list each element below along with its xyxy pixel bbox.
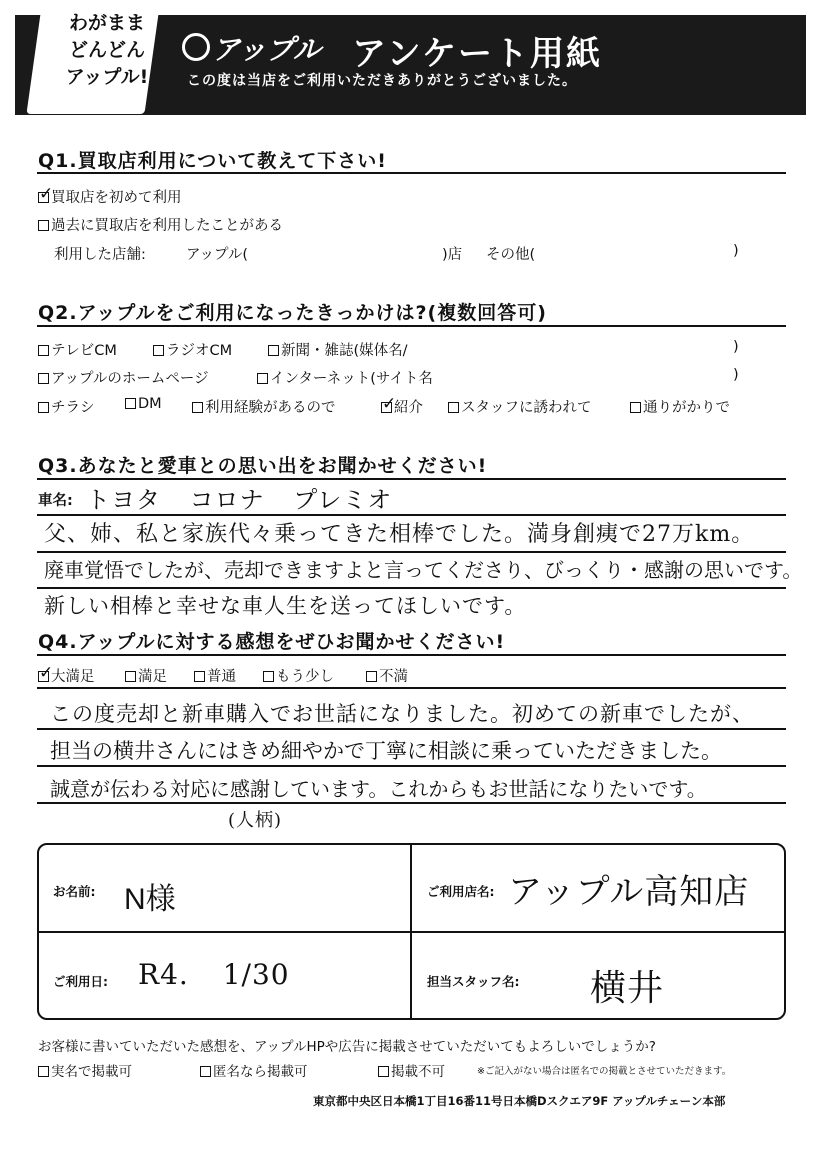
q4-answer-line-1: この度売却と新車購入でお世話になりました。初めての新車でしたが、 [50, 702, 754, 726]
publish-question: お客様に書いていただいた感想を、アップルHPや広告に掲載させていただいてもよろしいでしょうか? [38, 1039, 656, 1055]
q2-option-flyer[interactable] [38, 396, 95, 417]
publish-option-anonymous[interactable] [200, 1060, 308, 1080]
checkbox[interactable] [38, 184, 54, 204]
ruled-line [37, 551, 786, 553]
checkbox[interactable] [153, 345, 164, 356]
checkbox[interactable] [38, 1066, 49, 1077]
q3-answer-line-2: 廃車覚悟でしたが、売却できますよと言ってくださり、びっくり・感謝の思いです。 [44, 558, 803, 582]
q2-option-staff[interactable] [448, 396, 592, 417]
ruled-line [37, 765, 786, 767]
option-label: 新聞・雑誌(媒体名/ [281, 343, 408, 359]
apple-logo-icon [182, 33, 210, 61]
q4-option-very-satisfied[interactable] [38, 665, 95, 686]
q4-option-satisfied[interactable] [125, 665, 167, 686]
checkbox[interactable] [448, 402, 459, 413]
ruled-line [37, 728, 786, 730]
q2-option-radio[interactable] [153, 339, 232, 360]
q1-store-other: その他( [486, 247, 536, 263]
info-divider-horizontal [39, 931, 784, 933]
car-name-value: トヨタ コロナ プレミオ [86, 486, 393, 514]
date-value: R4. 1/30 [138, 958, 290, 991]
q3-answer-line-3: 新しい相棒と幸せな車人生を送ってほしいです。 [44, 594, 527, 618]
option-label: 利用経験があるので [205, 400, 336, 416]
ruled-line [37, 514, 786, 516]
q2-option-homepage[interactable] [38, 367, 209, 388]
q2-option-referral[interactable] [381, 396, 423, 417]
q4-answer-line-2: 担当の横井さんにはきめ細やかで丁寧に相談に乗っていただきました。 [50, 739, 722, 763]
option-label: スタッフに誘われて [461, 400, 592, 416]
option-label: 過去に買取店を利用したことがある [51, 218, 283, 234]
checkbox[interactable] [38, 220, 49, 231]
page-title: アンケート用紙 [352, 34, 602, 74]
q2-option-tv[interactable] [38, 339, 117, 360]
staff-label: 担当スタッフ名: [427, 974, 520, 989]
q1-store-label: 利用した店舗: [54, 247, 146, 263]
company-address: 東京都中央区日本橋1丁目16番11号日本橋Dスクエア9F アップルチェーン本部 [313, 1094, 726, 1108]
q1-divider [37, 172, 786, 174]
q1-store-close: ) [733, 243, 739, 259]
option-label: 匿名なら掲載可 [213, 1064, 308, 1080]
publish-option-real-name[interactable] [38, 1060, 132, 1080]
checkbox[interactable] [38, 663, 54, 683]
q2-title: Q2.アップルをご利用になったきっかけは?(複数回答可) [38, 302, 547, 324]
date-label: ご利用日: [53, 974, 108, 989]
publish-option-no[interactable] [378, 1060, 445, 1080]
option-label: 掲載不可 [391, 1064, 445, 1080]
q4-divider [37, 654, 786, 656]
slogan-text [57, 10, 157, 91]
q4-title: Q4.アップルに対する感想をぜひお聞かせください! [38, 631, 506, 653]
checkbox[interactable] [381, 394, 397, 414]
q2-row1-close: ) [733, 339, 739, 355]
checkbox[interactable] [38, 373, 49, 384]
ruled-line [37, 687, 786, 689]
check-mark-icon: ✓ [39, 184, 54, 204]
checkbox[interactable] [378, 1066, 389, 1077]
logo-text: アップル [212, 33, 321, 66]
option-label: DM [138, 396, 162, 412]
option-label: 買取店を初めて利用 [51, 190, 182, 206]
option-label: 紹介 [394, 400, 423, 416]
option-label: 実名で掲載可 [51, 1064, 132, 1080]
option-label: アップルのホームページ [51, 371, 209, 387]
q1-option-previous[interactable] [38, 214, 283, 235]
store-label: ご利用店名: [427, 884, 495, 899]
checkbox[interactable] [194, 671, 205, 682]
slogan-line-1: わがまま [68, 12, 145, 34]
q4-answer-note: (人柄) [228, 810, 283, 831]
q2-divider [37, 325, 786, 327]
q4-answer-line-3: 誠意が伝わる対応に感謝しています。これからもお世話になりたいです。 [50, 777, 707, 801]
checkbox[interactable] [38, 402, 49, 413]
staff-value: 横井 [590, 968, 665, 1009]
car-name-label: 車名: [38, 493, 73, 509]
option-label: もう少し [276, 669, 334, 685]
option-label: ラジオCM [166, 343, 233, 359]
option-label: チラシ [51, 400, 95, 416]
store-value: アップル高知店 [508, 872, 750, 912]
checkbox[interactable] [263, 671, 274, 682]
q1-option-first-time[interactable] [38, 186, 182, 207]
checkbox[interactable] [38, 345, 49, 356]
option-label: テレビCM [51, 343, 117, 359]
q3-title: Q3.あなたと愛車との思い出をお聞かせください! [38, 455, 488, 477]
checkbox[interactable] [125, 671, 136, 682]
q2-option-internet[interactable] [257, 367, 433, 388]
q2-option-passing[interactable] [630, 396, 730, 417]
page-subtitle: この度は当店をご利用いただきありがとうございました。 [187, 73, 577, 89]
name-label: お名前: [53, 884, 96, 899]
q4-option-dissatisfied[interactable] [366, 665, 408, 686]
option-label: 大満足 [51, 669, 95, 685]
q1-store-apple: アップル( [186, 247, 249, 263]
option-label: 不満 [379, 669, 408, 685]
publish-note: ※ご記入がない場合は匿名での掲載とさせていただきます。 [477, 1066, 732, 1077]
ruled-line [37, 587, 786, 589]
checkbox[interactable] [630, 402, 641, 413]
slogan-line-3: アップル! [65, 66, 149, 88]
checkbox[interactable] [366, 671, 377, 682]
q1-title: Q1.買取店利用について教えて下さい! [38, 150, 387, 172]
option-label: インターネット(サイト名 [270, 371, 433, 387]
checkbox[interactable] [268, 345, 279, 356]
q2-option-experience[interactable] [192, 396, 336, 417]
checkbox[interactable] [192, 402, 203, 413]
check-mark-icon: ✓ [39, 663, 54, 683]
checkbox[interactable] [125, 398, 136, 409]
option-label: 通りがかりで [643, 400, 730, 416]
slogan-line-2: どんどん [68, 39, 145, 61]
q1-store-suffix: )店 [442, 247, 463, 263]
q4-option-normal[interactable] [194, 665, 236, 686]
q4-option-so-so[interactable] [263, 665, 334, 686]
check-mark-icon: ✓ [382, 394, 397, 414]
q2-option-dm[interactable] [125, 396, 162, 412]
option-label: 満足 [138, 669, 167, 685]
checkbox[interactable] [257, 373, 268, 384]
ruled-line [37, 802, 786, 804]
q3-answer-line-1: 父、姉、私と家族代々乗ってきた相棒でした。満身創痍で27万km。 [44, 522, 755, 547]
q2-row2-close: ) [733, 367, 739, 383]
checkbox[interactable] [200, 1066, 211, 1077]
option-label: 普通 [207, 669, 236, 685]
q2-option-newspaper[interactable] [268, 339, 408, 360]
name-value: N様 [124, 883, 176, 916]
